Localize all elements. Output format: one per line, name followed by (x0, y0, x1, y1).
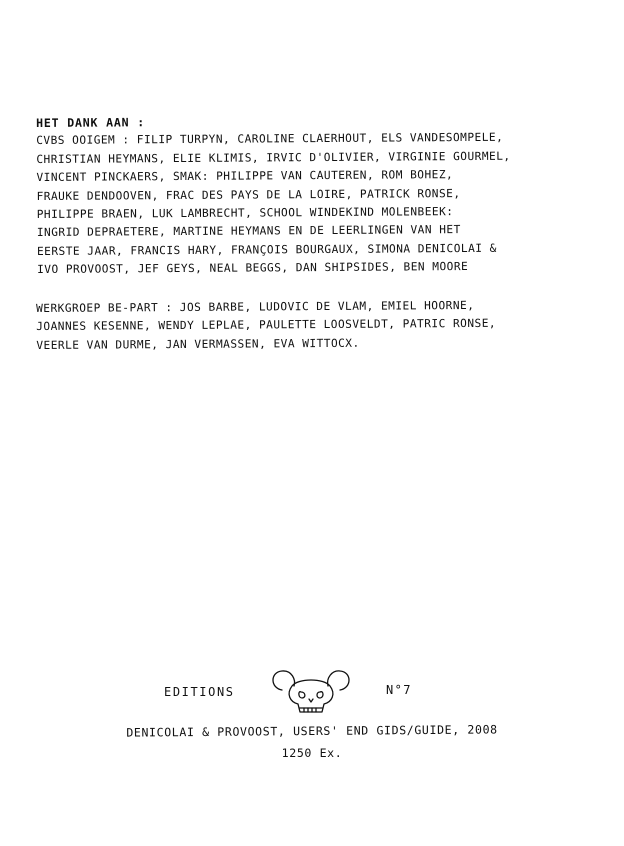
publication-credit: DENICOLAI & PROVOOST, USERS' END GIDS/GUIDE, 2008 (126, 722, 498, 740)
acknowledgements-line: EERSTE JAAR, FRANCIS HARY, FRANÇOIS BOURGAUX, SIMONA DENICOLAI & (36, 241, 497, 258)
print-run: 1250 Ex. (281, 746, 343, 760)
acknowledgements-line: VINCENT PINCKAERS, SMAK: PHILIPPE VAN CAUTEREN, ROM BOHEZ, (36, 168, 454, 185)
editions-label: EDITIONS (164, 685, 235, 699)
issue-number: N°7 (386, 683, 412, 697)
mouse-skull-logo-icon (268, 668, 354, 718)
acknowledgements-line: FRAUKE DENDOOVEN, FRAC DES PAYS DE LA LOIRE, PATRICK RONSE, (36, 186, 461, 203)
workgroup-block (36, 296, 596, 355)
acknowledgements-line: IVO PROVOOST, JEF GEYS, NEAL BEGGS, DAN SHIPSIDES, BEN MOORE (37, 260, 469, 277)
workgroup-line: JOANNES KESENNE, WENDY LEPLAE, PAULETTE LOOSVELDT, PATRIC RONSE, (36, 317, 497, 334)
acknowledgements-line: CVBS OOIGEM : FILIP TURPYN, CAROLINE CLAERHOUT, ELS VANDESOMPELE, (36, 131, 504, 148)
acknowledgements-line: PHILIPPE BRAEN, LUK LAMBRECHT, SCHOOL WINDEKIND MOLENBEEK: (36, 205, 454, 222)
acknowledgements-block (36, 110, 597, 280)
workgroup-line: VEERLE VAN DURME, JAN VERMASSEN, EVA WITTOCX. (36, 336, 360, 352)
acknowledgements-line: INGRID DEPRAETERE, MARTINE HEYMANS EN DE LEERLINGEN VAN HET (36, 223, 461, 240)
acknowledgements-title: HET DANK AAN : (36, 115, 146, 130)
workgroup-line: WERKGROEP BE-PART : JOS BARBE, LUDOVIC DE VLAM, EMIEL HOORNE, (36, 298, 475, 315)
colophon (0, 668, 624, 768)
acknowledgements-line: CHRISTIAN HEYMANS, ELIE KLIMIS, IRVIC D'OLIVIER, VIRGINIE GOURMEL, (36, 149, 511, 166)
